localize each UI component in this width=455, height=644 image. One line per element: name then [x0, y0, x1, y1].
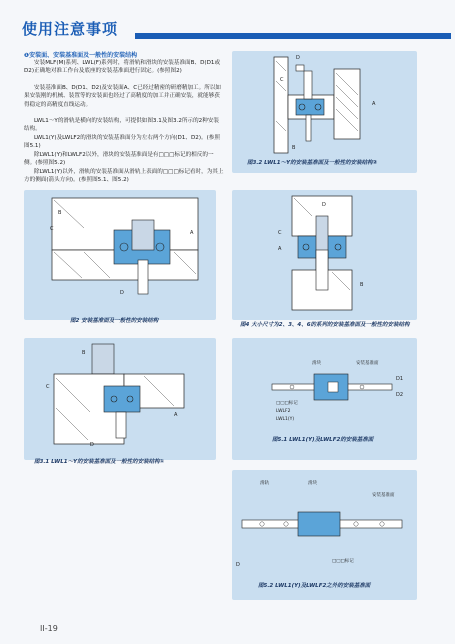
paragraph-4: LWL1(Y)及LWLF2的滑块的安装基准面分为左右两个方向(D1、D2)。(参照图5.1) [24, 135, 220, 150]
paragraph-5: 除LWL1(Y)和LWLF2以外，滑块的安装基准面是有□□□标记的相反的一侧。(参照图5.2) [24, 152, 214, 167]
svg-text:A: A [190, 230, 194, 236]
label-ref-block: 安装基准面 [356, 361, 379, 366]
svg-text:A: A [372, 101, 376, 107]
figure-3-2-drawing [232, 51, 417, 173]
svg-text:C: C [50, 226, 54, 232]
label-ref-block-2: 安装基准面 [372, 493, 395, 498]
svg-text:C: C [278, 230, 282, 236]
paragraph-1: 安装MLF(M)系列、LWL(F)系列时，将滑轨和滑块的安装基准面B、D(D1或D2)正确地对准工作台及底座的安装基准面进行固定。(参照图2) [24, 60, 221, 75]
svg-text:B: B [292, 145, 296, 151]
page-title: 使用注意事项 [22, 20, 119, 38]
svg-text:D1: D1 [396, 376, 404, 382]
figure-3-1-panel [24, 338, 216, 460]
figure-4-caption: 图4 大小尺寸为2、3、4、6的系列的安装基准面及一般性的安装结构 [240, 322, 410, 328]
figure-3-2-caption: 图3.2 LWL1～Y的安装基准面及一般性的安装结构② [247, 160, 378, 166]
paragraph-2: 安装基准面B、D(D1、D2)及安装面A、C已经过精密的研磨精加工。所以如果安装刚的机械、装置等的安装面也经过了高精度的加工并正确安装，就能够获得稳定的高精度直线运动。 [24, 85, 222, 108]
svg-text:D: D [90, 442, 94, 448]
svg-text:A: A [278, 246, 282, 252]
label-mark-1: □□□标记 [276, 401, 298, 406]
paragraph-3: LWL1～Y的滑轨是横向的安装结构，可提供如图3.1及图3.2所示的2种安装结构。 [24, 118, 220, 133]
figure-3-1-caption: 图3.1 LWL1～Y的安装基准面及一般性的安装结构① [34, 459, 165, 465]
label-lwlf2: LWLF2 [276, 409, 291, 414]
section-heading: ❶安装面、安装基准面及一般性的安装结构 [24, 52, 138, 59]
figure-2-drawing [24, 190, 216, 320]
svg-text:B: B [360, 282, 364, 288]
figure-3-1-drawing [24, 338, 216, 460]
title-rule [135, 33, 451, 39]
svg-text:D: D [236, 562, 240, 568]
figure-4-panel [232, 190, 417, 320]
svg-text:D2: D2 [396, 392, 404, 398]
svg-text:C: C [280, 77, 284, 83]
svg-text:D: D [322, 202, 326, 208]
label-mark-2: □□□标记 [332, 559, 354, 564]
figure-3-2-panel [232, 51, 417, 173]
label-D: D [296, 55, 300, 61]
svg-text:B: B [58, 210, 62, 216]
label-block: 滑块 [312, 361, 321, 366]
label-rail: 滑轨 [260, 481, 269, 486]
svg-text:C: C [46, 384, 50, 390]
svg-text:B: B [82, 350, 86, 356]
figure-4-drawing [232, 190, 417, 320]
paragraph-6: 除LWL1(Y)以外，滑轨的安装基准面从滑轨上表面的□□□标记看时，为其上方的侧面(箭头方向)。(参照图5.1、图5.2) [24, 169, 224, 184]
svg-text:A: A [174, 412, 178, 418]
page-header [0, 0, 455, 46]
svg-text:D: D [120, 290, 124, 296]
figure-2-caption: 图2 安装基准面及一般性的安装结构 [70, 318, 159, 324]
label-block-2: 滑块 [308, 481, 317, 486]
figure-5-2-caption: 图5.2 LWL1(Y)及LWLF2之外的安装基准面 [258, 583, 371, 589]
figure-2-panel [24, 190, 216, 320]
figure-5-1-caption: 图5.1 LWL1(Y)及LWLF2的安装基准面 [272, 437, 374, 443]
page-number: II-19 [40, 624, 58, 633]
label-lwl1y: LWL1(Y) [276, 417, 295, 422]
